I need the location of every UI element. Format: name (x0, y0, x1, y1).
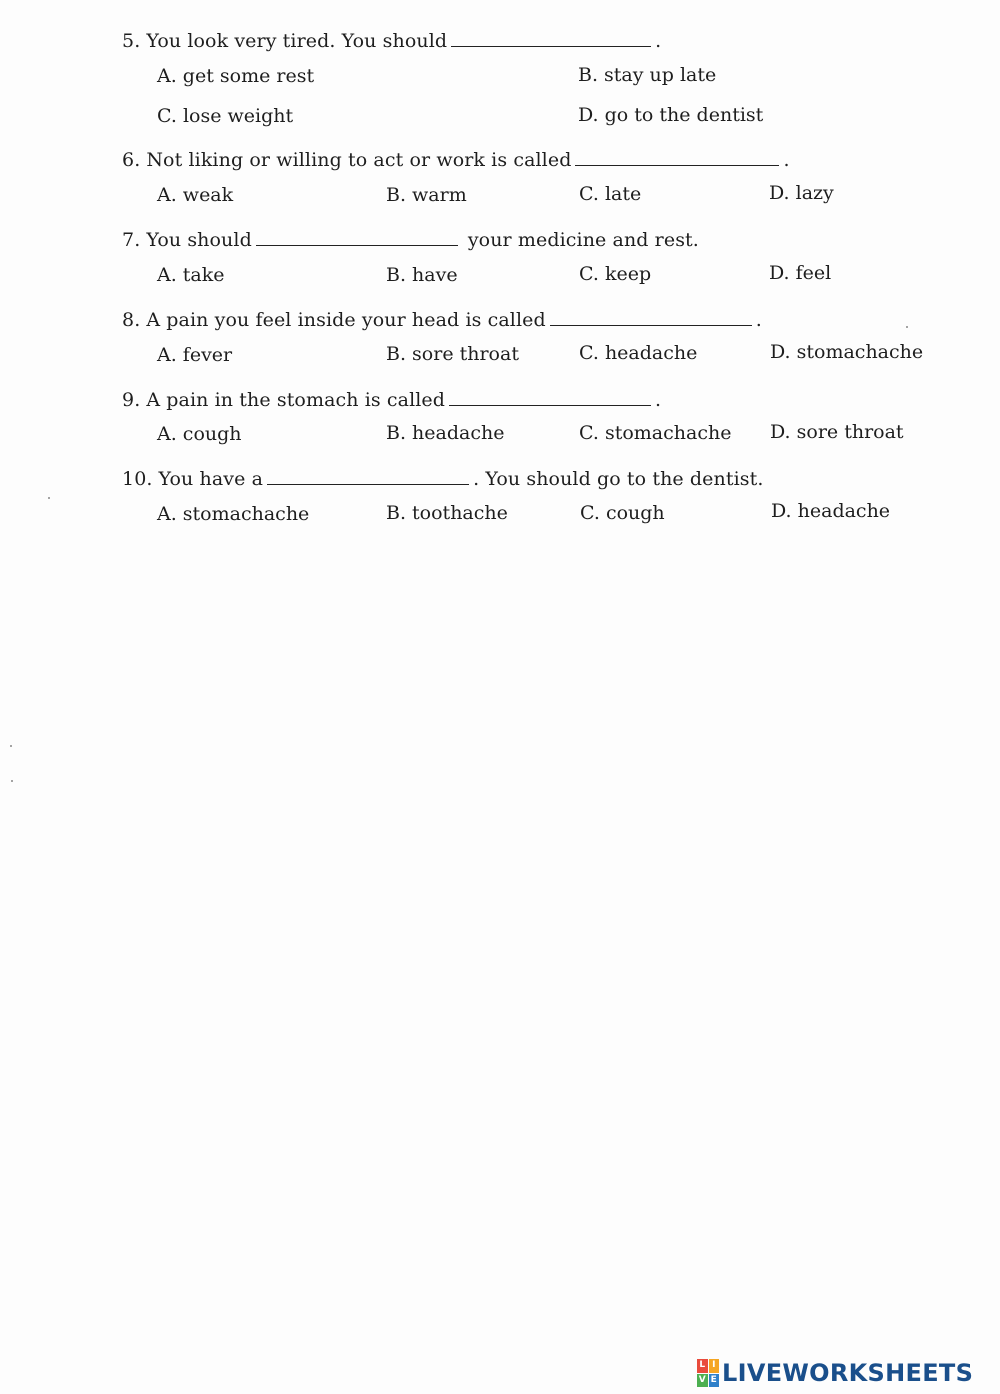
option-c[interactable]: C. keep (579, 263, 652, 285)
option-a[interactable]: A. fever (157, 344, 233, 366)
option-c[interactable]: C. stomachache (579, 422, 732, 444)
option-c[interactable]: C. headache (579, 342, 698, 364)
logo-mark-icon (697, 1359, 719, 1387)
scan-speck (11, 780, 13, 782)
question-text-before: A pain you feel inside your head is called (146, 309, 546, 331)
scan-speck (48, 497, 50, 499)
question-text-after: . (655, 389, 662, 411)
option-d[interactable]: D. go to the dentist (578, 104, 764, 126)
answer-blank[interactable] (550, 309, 752, 326)
option-b[interactable]: B. stay up late (578, 64, 717, 86)
question-10 (122, 468, 763, 490)
question-text-after: . (783, 149, 790, 171)
option-d[interactable]: D. headache (771, 500, 891, 522)
logo-letter: L (697, 1359, 708, 1373)
option-a[interactable]: A. weak (157, 184, 234, 206)
logo-letter: V (697, 1374, 708, 1388)
answer-blank[interactable] (451, 30, 651, 47)
option-b[interactable]: B. toothache (386, 502, 508, 524)
option-a[interactable]: A. get some rest (157, 65, 315, 87)
answer-blank[interactable] (575, 149, 779, 166)
question-number: 10. (122, 468, 153, 490)
question-9 (122, 389, 661, 411)
question-text-after: your medicine and rest. (467, 229, 699, 251)
question-8 (122, 309, 762, 331)
answer-blank[interactable] (267, 468, 469, 485)
question-text-before: A pain in the stomach is called (146, 389, 446, 411)
question-text-after: . (655, 30, 662, 52)
question-text-after: . (755, 309, 762, 331)
option-c[interactable]: C. cough (580, 502, 665, 524)
question-number: 9. (122, 389, 141, 411)
option-d[interactable]: D. sore throat (770, 421, 904, 443)
question-text-before: You look very tired. You should (146, 30, 448, 52)
question-text-before: You have a (158, 468, 264, 490)
scan-speck (10, 745, 12, 747)
option-a[interactable]: A. take (157, 264, 225, 286)
question-7 (122, 229, 699, 251)
option-d[interactable]: D. feel (769, 262, 832, 284)
option-b[interactable]: B. have (386, 264, 458, 286)
question-number: 8. (122, 309, 141, 331)
question-6 (122, 149, 790, 171)
answer-blank[interactable] (449, 389, 651, 406)
question-number: 5. (122, 30, 141, 52)
logo-letter: E (709, 1374, 720, 1388)
option-d[interactable]: D. stomachache (770, 341, 924, 363)
option-b[interactable]: B. headache (386, 422, 505, 444)
option-c[interactable]: C. late (579, 183, 642, 205)
question-number: 6. (122, 149, 141, 171)
question-text-before: Not liking or willing to act or work is called (146, 149, 572, 171)
logo-letter: I (709, 1359, 720, 1373)
brand-text: LIVEWORKSHEETS (722, 1359, 974, 1387)
scan-speck (906, 326, 908, 328)
option-b[interactable]: B. sore throat (386, 343, 519, 365)
option-a[interactable]: A. stomachache (157, 503, 310, 525)
option-d[interactable]: D. lazy (769, 182, 834, 204)
question-text-after: . You should go to the dentist. (473, 468, 764, 490)
option-c[interactable]: C. lose weight (157, 105, 294, 127)
liveworksheets-logo (697, 1358, 973, 1388)
option-a[interactable]: A. cough (157, 423, 242, 445)
question-5 (122, 30, 661, 52)
answer-blank[interactable] (256, 229, 458, 246)
option-b[interactable]: B. warm (386, 184, 467, 206)
question-number: 7. (122, 229, 141, 251)
question-text-before: You should (146, 229, 252, 251)
